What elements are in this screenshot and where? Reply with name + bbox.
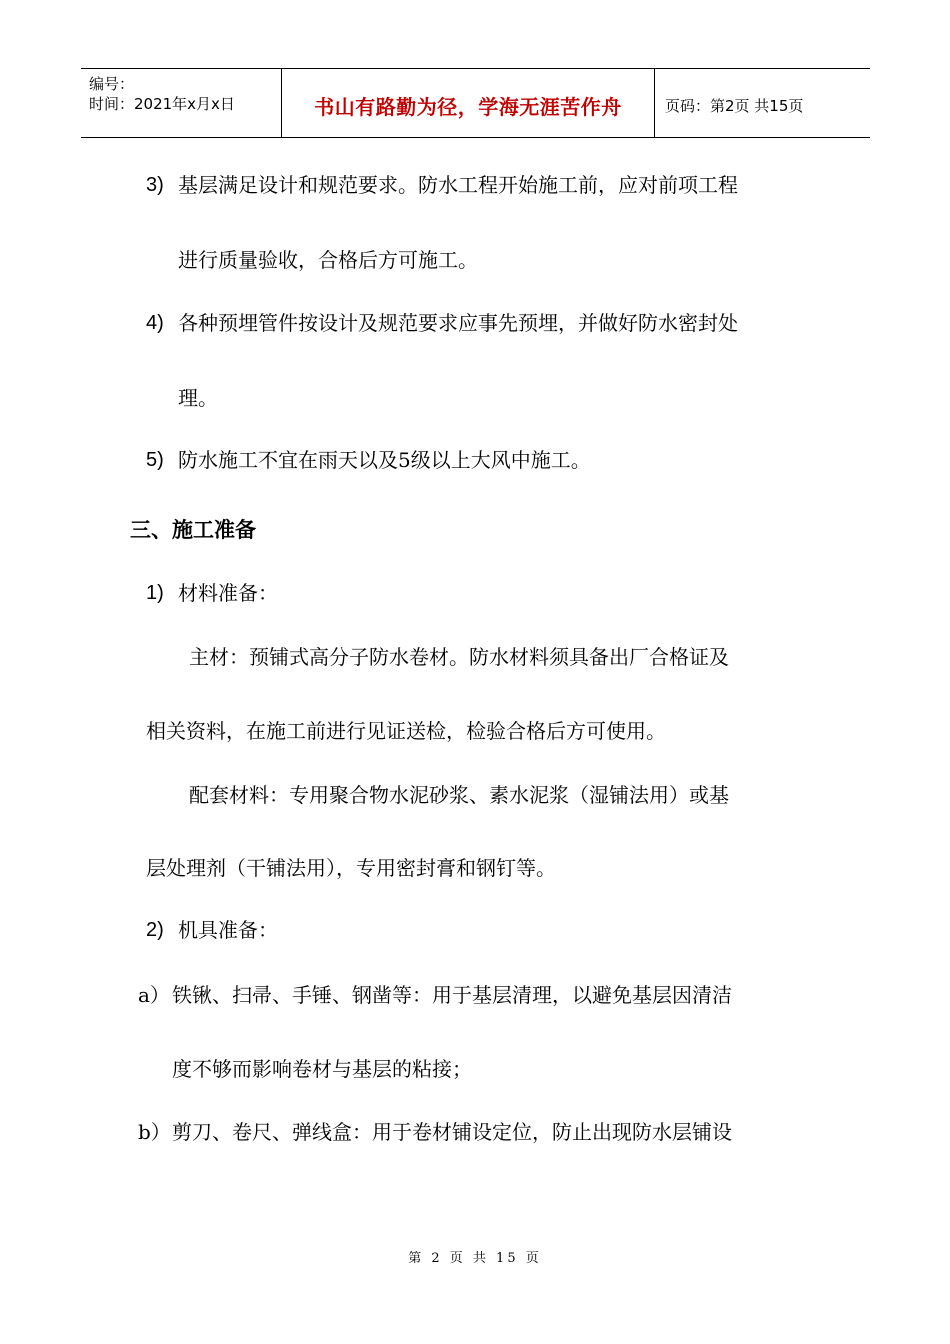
header-right-cell (655, 69, 870, 137)
prep-2-title: 机具准备： (178, 918, 278, 942)
aux-material-line-2: 层处理剂（干铺法用），专用密封膏和钢钉等。 (146, 856, 556, 880)
prep-1-title: 材料准备： (178, 581, 278, 605)
section-heading: 三、施工准备 (130, 518, 256, 542)
prep-1-number: 1) (146, 582, 164, 604)
main-material-line-2: 相关资料，在施工前进行见证送检，检验合格后方可使用。 (146, 719, 666, 743)
page-footer: 第 2 页 共 15 页 (408, 1251, 542, 1266)
item-4-line-2: 理。 (178, 386, 218, 410)
tool-a-line-1: 铁锹、扫帚、手锤、钢凿等：用于基层清理，以避免基层因清洁 (172, 983, 732, 1007)
item-5-number: 5) (146, 449, 164, 471)
item-3-line-2: 进行质量验收，合格后方可施工。 (178, 248, 478, 272)
tool-b-line-1: 剪刀、卷尺、弹线盒：用于卷材铺设定位，防止出现防水层铺设 (172, 1120, 732, 1144)
main-material-line-1: 主材：预铺式高分子防水卷材。防水材料须具备出厂合格证及 (189, 645, 729, 669)
item-3-number: 3) (146, 174, 164, 196)
prep-2-number: 2) (146, 919, 164, 941)
header-motto-cell (281, 69, 655, 137)
item-4-number: 4) (146, 312, 164, 334)
item-4-line-1: 各种预埋管件按设计及规范要求应事先预埋，并做好防水密封处 (178, 311, 738, 335)
document-header (81, 68, 870, 138)
tool-b-label: b） (138, 1120, 171, 1144)
tool-a-label: a） (138, 983, 170, 1007)
item-5-line-1: 防水施工不宜在雨天以及5级以上大风中施工。 (178, 448, 591, 472)
document-date-label: 时间：2021年x月x日 (89, 95, 235, 113)
header-motto: 书山有路勤为径，学海无涯苦作舟 (314, 95, 622, 119)
aux-material-line-1: 配套材料：专用聚合物水泥砂浆、素水泥浆（湿铺法用）或基 (189, 783, 729, 807)
header-left-cell (81, 69, 281, 137)
document-number-label: 编号： (89, 75, 135, 93)
tool-a-line-2: 度不够而影响卷材与基层的粘接； (172, 1057, 472, 1081)
item-3-line-1: 基层满足设计和规范要求。防水工程开始施工前，应对前项工程 (178, 173, 738, 197)
header-page-label: 页码：第2页 共15页 (665, 97, 804, 115)
